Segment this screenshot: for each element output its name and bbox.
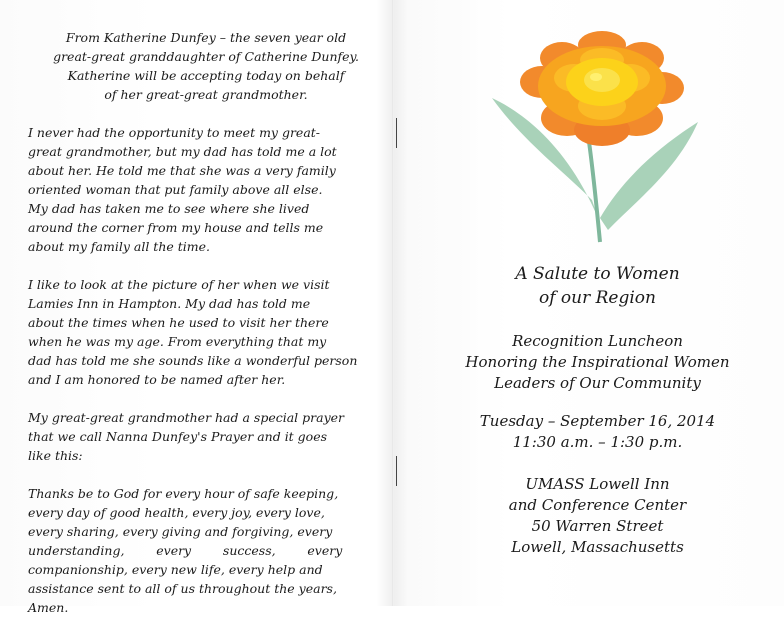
event-venue (420, 474, 775, 558)
venue-line: and Conference Center (508, 496, 687, 514)
text-line: that we call Nanna Dunfey's Prayer and it goes (28, 429, 328, 444)
text-line: dad has told me she sounds like a wonderful person (28, 353, 358, 368)
title-line: A Salute to Women (515, 264, 680, 284)
date-line: Tuesday – September 16, 2014 (479, 412, 716, 430)
subtitle-line: Recognition Luncheon (512, 332, 683, 350)
flower-illustration (492, 30, 702, 245)
event-title (420, 262, 775, 310)
text-line: great grandmother, but my dad has told me a lot (28, 144, 337, 159)
margin-mark (396, 118, 397, 148)
text-line: when he was my age. From everything that my (28, 334, 327, 349)
text-line: companionship, every new life, every help and (28, 562, 323, 577)
subtitle-line: Honoring the Inspirational Women (465, 353, 730, 371)
text-line: around the corner from my house and tells me (28, 220, 324, 235)
paragraph-picture (28, 275, 384, 389)
text-line: My great-great grandmother had a special prayer (28, 410, 345, 425)
text-line: about her. He told me that she was a very family (28, 163, 336, 178)
event-date (420, 411, 775, 453)
text-line: assistance sent to all of us throughout the years, (28, 581, 337, 596)
text-line: every day of good health, every joy, every love, (28, 505, 325, 520)
text-line: My dad has taken me to see where she lived (28, 201, 310, 216)
venue-line: Lowell, Massachusetts (511, 538, 684, 556)
paragraph-grandmother (28, 123, 384, 256)
text-line: Thanks be to God for every hour of safe keeping, (28, 486, 339, 501)
bloom (520, 31, 684, 146)
intro-line: Katherine will be accepting today on behalf (67, 68, 345, 83)
paragraph-prayer-intro (28, 408, 384, 465)
event-subtitle (420, 331, 775, 394)
intro-line: of her great-great grandmother. (104, 87, 308, 102)
text-line: about my family all the time. (28, 239, 210, 254)
subtitle-line: Leaders of Our Community (494, 374, 701, 392)
text-line: Amen. (28, 600, 69, 615)
time-line: 11:30 a.m. – 1:30 p.m. (512, 433, 683, 451)
center-fold (392, 0, 394, 606)
text-line: and I am honored to be named after her. (28, 372, 286, 387)
intro-line: From Katherine Dunfey – the seven year old (65, 30, 347, 45)
text-line: I never had the opportunity to meet my great- (28, 125, 321, 140)
left-panel (28, 28, 384, 636)
text-line: like this: (28, 448, 83, 463)
margin-mark (396, 456, 397, 486)
venue-line: UMASS Lowell Inn (525, 475, 670, 493)
intro-line: great-great granddaughter of Catherine Dunfey. (53, 49, 359, 64)
paragraph-prayer (28, 484, 384, 617)
text-line: about the times when he used to visit her there (28, 315, 329, 330)
venue-line: 50 Warren Street (531, 517, 664, 535)
text-line: oriented woman that put family above all else. (28, 182, 323, 197)
text-line: every sharing, every giving and forgiving, every (28, 524, 333, 539)
text-line: I like to look at the picture of her when we visit (28, 277, 330, 292)
intro-paragraph (28, 28, 384, 104)
text-line: Lamies Inn in Hampton. My dad has told me (28, 296, 311, 311)
text-line: understanding, every success, every (28, 543, 343, 558)
title-line: of our Region (538, 288, 656, 308)
